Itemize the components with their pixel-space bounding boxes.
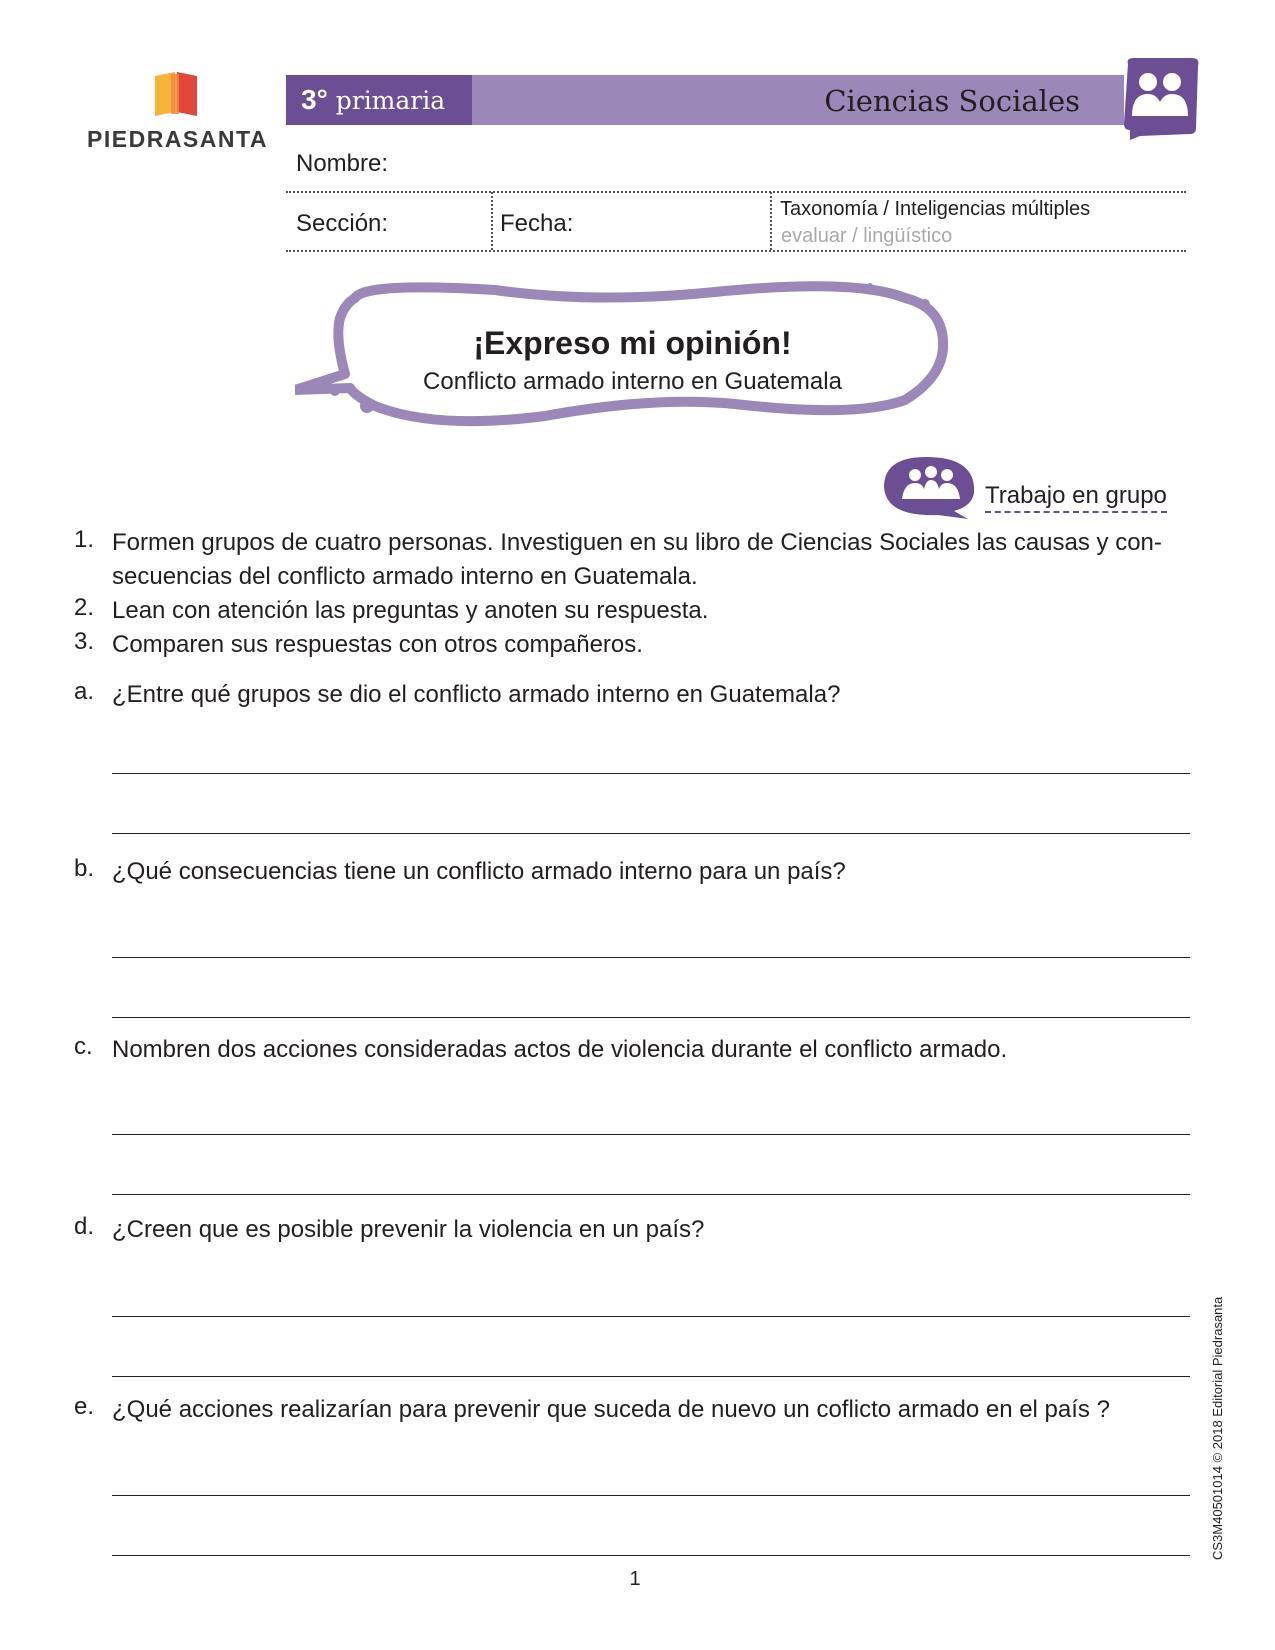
group-work-label: Trabajo en grupo xyxy=(985,482,1167,513)
instruction-text: Comparen sus respuestas con otros compañeros. xyxy=(112,631,643,658)
answer-line[interactable] xyxy=(112,1134,1190,1135)
instruction-number: 1. xyxy=(74,526,95,553)
grade-label xyxy=(286,75,472,125)
question-letter: e. xyxy=(74,1393,95,1420)
divider xyxy=(491,192,493,250)
answer-line[interactable] xyxy=(112,773,1190,774)
answer-line[interactable] xyxy=(112,1194,1190,1195)
section-field-label: Sección: xyxy=(296,210,389,237)
answer-line[interactable] xyxy=(112,1376,1190,1377)
date-field-label: Fecha: xyxy=(500,210,574,237)
page-subtitle: Conflicto armado interno en Guatemala xyxy=(423,368,842,395)
answer-line[interactable] xyxy=(112,833,1190,834)
publisher-logo xyxy=(85,72,270,162)
question-letter: c. xyxy=(74,1033,93,1060)
instruction-number: 2. xyxy=(74,594,95,621)
taxonomy-value: evaluar / lingüístico xyxy=(781,225,953,247)
people-icon xyxy=(1120,58,1200,140)
instruction-number: 3. xyxy=(74,628,95,655)
question-text: ¿Qué consecuencias tiene un conflicto armado interno para un país? xyxy=(112,858,846,885)
open-book-icon xyxy=(153,72,199,118)
divider xyxy=(286,191,1186,193)
question-text: ¿Creen que es posible prevenir la violencia en un país? xyxy=(112,1216,705,1243)
question-letter: d. xyxy=(74,1213,95,1240)
instruction-text: Lean con atención las preguntas y anoten su respuesta. xyxy=(112,597,709,624)
grade-number: 3° xyxy=(301,84,328,115)
question-letter: a. xyxy=(74,678,95,705)
instruction-text: Formen grupos de cuatro personas. Investiguen en su libro de Ciencias Sociales las causas y con-secuencias del conflicto armado interno en Guatemala. xyxy=(112,529,1162,590)
group-chat-icon xyxy=(882,455,980,521)
question-text: Nombren dos acciones consideradas actos de violencia durante el conflicto armado. xyxy=(112,1036,1008,1063)
question-letter: b. xyxy=(74,855,95,882)
page-title: ¡Expreso mi opinión! xyxy=(473,325,792,361)
taxonomy-label: Taxonomía / Inteligencias múltiples xyxy=(780,198,1091,220)
divider xyxy=(286,250,1186,252)
answer-line[interactable] xyxy=(112,957,1190,958)
name-field-label: Nombre: xyxy=(296,150,389,177)
copyright-code: CS3M40501014 © 2018 Editorial Piedrasanta xyxy=(1210,1296,1225,1560)
answer-line[interactable] xyxy=(112,1495,1190,1496)
answer-line[interactable] xyxy=(112,1316,1190,1317)
divider xyxy=(770,192,772,250)
subject-title: Ciencias Sociales xyxy=(824,84,1080,118)
answer-line[interactable] xyxy=(112,1555,1190,1556)
brand-name: PIEDRASANTA xyxy=(87,126,268,152)
grade-level: primaria xyxy=(335,86,446,115)
question-text: ¿Entre qué grupos se dio el conflicto armado interno en Guatemala? xyxy=(112,681,841,708)
page-number: 1 xyxy=(629,1568,641,1590)
question-text: ¿Qué acciones realizarían para prevenir que suceda de nuevo un coflicto armado en el país ? xyxy=(112,1396,1110,1423)
answer-line[interactable] xyxy=(112,1017,1190,1018)
